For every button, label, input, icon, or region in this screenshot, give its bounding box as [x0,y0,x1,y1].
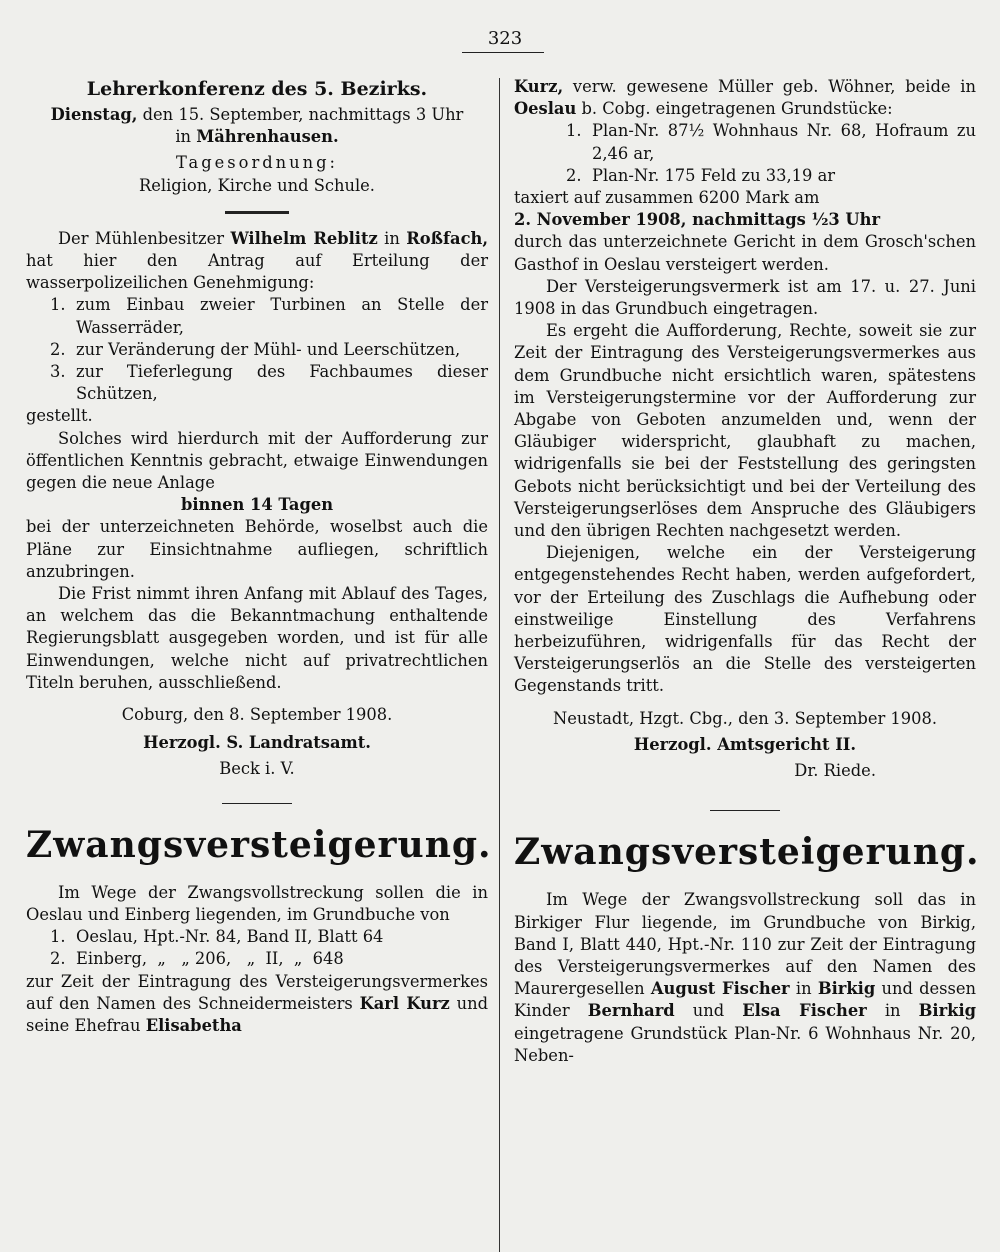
list-item [50,948,488,970]
item-text: zur Tieferlegung des Fachbaumes dieser Schützen, [76,362,488,404]
meeting-time: den 15. September, nachmittags 3 Uhr [137,105,464,124]
item-text: Einberg, „ „ 206, „ II, „ 648 [76,949,344,969]
permit-list [26,294,488,405]
meeting-day: Dienstag, [50,105,138,124]
owner-name: Kurz, [514,77,564,96]
property-list [26,926,488,970]
paragraph: Der Versteigerungsvermerk ist am 17. u. 27. Juni 1908 in das Grundbuch eingetragen. [514,276,976,319]
page-number-rule [462,52,544,53]
item-number: 1. [50,927,66,947]
body-text: und [674,1001,743,1021]
owner-name: Elsa Fischer [742,1001,867,1021]
list-item [50,361,488,405]
notice-teacher-conference [26,76,488,214]
place-date: Coburg, den 8. September 1908. [121,705,393,725]
list-item [566,120,976,164]
column-divider [499,78,500,1252]
place-date: Neustadt, Hzgt. Cbg., den 3. September 1908. [552,708,938,728]
paragraph: bei der unterzeichneten Behörde, woselbst auch die Pläne zur Einsichtnahme aufliegen, schriftlich anzubringen. [26,517,488,581]
body-text: zur Zeit der Eintragung des Versteigerungsvermerkes auf den Namen des Schneidermeisters [26,971,488,1013]
paragraph [514,889,976,1067]
owner-name: Elisabetha [145,1015,242,1035]
paragraph [26,971,488,1038]
body-text: in [789,979,818,999]
body-text: eingetragene Grundstück Plan-Nr. 6 Wohnhaus Nr. 20, Neben- [514,1023,976,1065]
intro-text: hat hier den Antrag auf Erteilung der wasserpolizeilichen Genehmigung: [26,251,488,293]
authority: Herzogl. S. Landratsamt. [143,733,371,753]
notice-title: Zwangsversteigerung. [26,823,492,866]
section-divider [222,803,292,804]
meeting-place: Mährenhausen. [196,127,339,147]
item-number: 2. [50,339,66,359]
paragraph: Solches wird hierdurch mit der Aufforderung zur öffentlichen Kenntnis gebracht, etwaige Einwendungen gegen die neue Anlage [26,428,488,493]
applicant-place: Roßfach, [406,228,488,248]
agenda-label: Tagesordnung: [175,153,339,173]
mill-intro [26,228,488,295]
item-number: 2. [566,165,582,185]
notice-title: Lehrerkonferenz des 5. Bezirks. [86,78,428,100]
item-text: Plan-Nr. 87½ Wohnhaus Nr. 68, Hofraum zu 2,46 ar, [592,121,976,163]
body-text: und dessen Kinder [514,979,977,1021]
body-text: b. Cobg. eingetragenen Grundstücke: [576,99,893,119]
signature: Dr. Riede. [794,761,876,781]
notice-foreclosure-continued [514,76,976,811]
gestellt-text: gestellt. [26,406,93,426]
notice-foreclosure-1 [26,818,492,1037]
place-prefix: in [175,127,197,147]
item-number: 3. [50,362,66,382]
item-number: 2. [50,949,66,969]
right-column [514,76,980,1252]
paragraph [514,76,976,120]
item-text: zum Einbau zweier Turbinen an Stelle der Wasserräder, [76,295,488,337]
paragraph: Diejenigen, welche ein der Versteigerung entgegenstehendes Recht haben, werden aufgefordert, vor der Erteilung des Zuschlags die Aufhebung oder einstweilige Einstellung des Verfahrens herbeizuführen, widrigenfalls für das Recht der Versteigerungserlös an die Stelle des versteigerten Gegenstands tritt. [514,543,976,696]
place-name: Birkig [918,1001,977,1021]
owner-name: Karl Kurz [359,993,450,1013]
intro-text: in [377,228,407,248]
authority: Herzogl. Amtsgericht II. [633,734,857,754]
section-divider [710,810,780,811]
paragraph: Die Frist nimmt ihren Anfang mit Ablauf des Tages, an welchem das die Bekanntmachung enthaltende Regierungsblatt ausgegeben worden, und ist für alle Einwendungen, welche nicht auf privatrechtlichen Titeln beruhen, ausschließend. [26,584,488,692]
paragraph: Es ergeht die Aufforderung, Rechte, soweit sie zur Zeit der Eintragung des Versteigerungsvermerkes aus dem Grundbuche nicht ersichtlich waren, spätestens im Versteigerungstermine vor der Aufforderung zur Abgabe von Geboten anzumelden und, wenn der Gläubiger widerspricht, glaubhaft zu machen, widrigenfalls sie bei der Feststellung des geringsten Gebots nicht berücksichtigt und bei der Verteilung des Versteigerungserlöses dem Anspruche des Gläubigers und den übrigen Rechten nachgesetzt werden. [514,321,976,541]
owner-name: August Fischer [650,979,790,999]
intro-text: Der Mühlenbesitzer [58,228,231,248]
list-item [50,926,488,948]
item-number: 1. [566,121,582,141]
body-text: Im Wege der Zwangsvollstreckung soll das in Birkiger Flur liegende, im Grundbuche von Birkig, Band I, Blatt 440, Hpt.-Nr. 110 zur Zeit der Eintragung des Versteigerungsvermerkes auf den Namen des Maurergesellen [514,890,976,999]
item-text: Oeslau, Hpt.-Nr. 84, Band II, Blatt 64 [76,927,384,947]
paragraph: durch das unterzeichnete Gericht in dem Grosch'schen Gasthof in Oeslau versteigert werden. [514,232,976,274]
owner-name: Bernhard [587,1001,675,1021]
agenda-text: Religion, Kirche und Schule. [139,175,375,195]
body-text: verw. gewesene Müller geb. Wöhner, beide in [563,77,976,96]
item-number: 1. [50,295,66,315]
notice-title: Zwangsversteigerung. [514,831,980,874]
list-item [50,294,488,338]
body-text: in [866,1001,919,1021]
meeting-date [26,104,488,148]
paragraph: Im Wege der Zwangsvollstreckung sollen die in Oeslau und Einberg liegenden, im Grundbuche von [26,882,488,924]
list-item [566,165,976,187]
item-text: zur Veränderung der Mühl- und Leerschützen, [76,339,461,359]
place-name: Oeslau [514,99,577,119]
section-divider [225,211,289,214]
left-column [26,76,492,1252]
item-text: Plan-Nr. 175 Feld zu 33,19 ar [592,165,836,185]
list-item [50,339,488,361]
applicant-name: Wilhelm Reblitz [230,228,378,248]
notice-foreclosure-2 [514,825,980,1067]
deadline: binnen 14 Tagen [180,495,334,515]
place-name: Birkig [817,979,876,999]
valuation: taxiert auf zusammen 6200 Mark am [514,188,820,208]
signature: Beck i. V. [219,759,295,779]
body-text: und seine Ehefrau [26,993,488,1035]
auction-date: 2. November 1908, nachmittags ½3 Uhr [514,210,881,230]
page-number: 323 [487,28,523,49]
property-list [514,120,976,187]
notice-mill-permit [26,228,488,804]
